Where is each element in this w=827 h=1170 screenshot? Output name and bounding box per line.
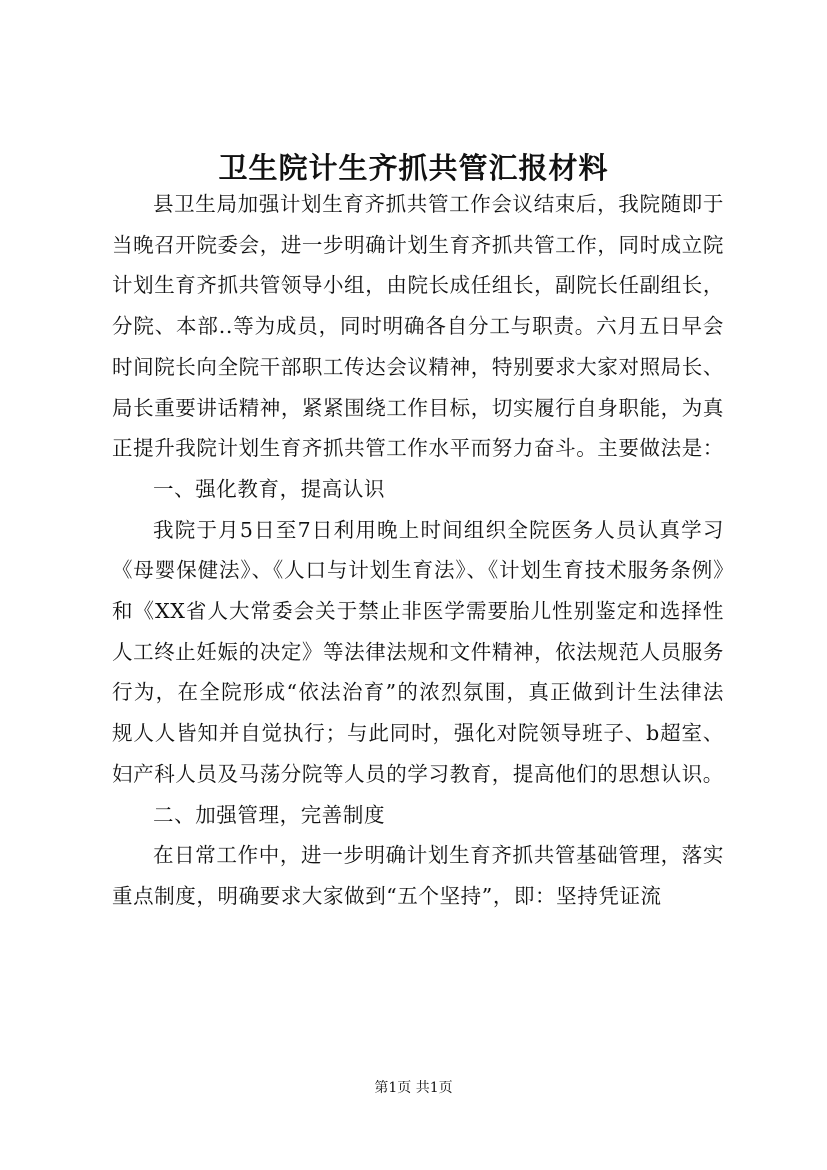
section-heading-1: 一、强化教育，提高认识	[153, 476, 386, 501]
page-footer: 第1页 共1页	[374, 1080, 453, 1096]
section-heading-2: 二、加强管理，完善制度	[153, 802, 386, 827]
body-paragraph: 我院于月5日至7日利用晚上时间组织全院医务人员认真学习《母婴保健法》、《人口与计划生育法》、《计划生育技术服务条例》和《XX省人大常委会关于禁止非医学需要胎儿性别鉴定和选择性人工终止妊娠的决定》等法律法规和文件精神，依法规范人员服务行为，在全院形成“依法治育”的浓烈氛围，真正做到计生法律法规人人皆知并自觉执行；与此同时，强化对院领导班子、b超室、妇产科人员及马荡分院等人员的学习教育，提高他们的思想认识。	[112, 517, 724, 786]
document-title: 卫生院计生齐抓共管汇报材料	[218, 151, 609, 185]
document-body	[112, 184, 724, 917]
body-paragraph: 县卫生局加强计划生育齐抓共管工作会议结束后，我院随即于当晚召开院委会，进一步明确计划生育齐抓共管工作，同时成立院计划生育齐抓共管领导小组，由院长成任组长，副院长任副组长，分院、本部..等为成员，同时明确各自分工与职责。六月五日早会时间院长向全院干部职工传达会议精神，特别要求大家对照局长、局长重要讲话精神，紧紧围绕工作目标，切实履行自身职能，为真正提升我院计划生育齐抓共管工作水平而努力奋斗。主要做法是：	[112, 192, 724, 461]
body-paragraph: 在日常工作中，进一步明确计划生育齐抓共管基础管理，落实重点制度，明确要求大家做到“五个坚持”，即：坚持凭证流	[112, 843, 724, 908]
